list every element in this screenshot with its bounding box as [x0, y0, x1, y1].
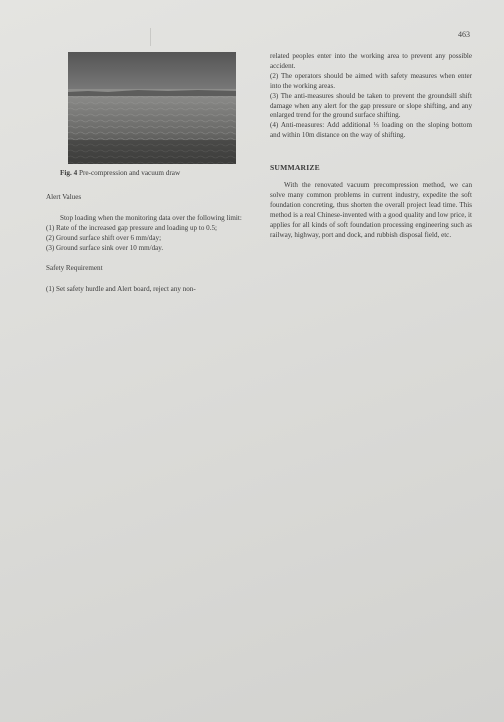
- alert-item-2: (2) Ground surface shift over 6 mm/day;: [46, 233, 162, 242]
- page-number: 463: [458, 30, 470, 39]
- figure-photo: [68, 52, 236, 164]
- figure-caption-text: Pre-compression and vacuum draw: [78, 169, 181, 177]
- safety-item-1: (1) Set safety hurdle and Alert board, reject any non-: [46, 285, 196, 294]
- summarize-heading: SUMMARIZE: [270, 163, 320, 173]
- page-crease: [150, 28, 151, 46]
- safety-item-1-continued: related peoples enter into the working area to prevent any possible accident.: [270, 52, 472, 70]
- figure-caption: [60, 169, 256, 179]
- alert-item-3: (3) Ground surface sink over 10 mm/day.: [46, 243, 164, 252]
- figure-label: Fig. 4: [60, 169, 78, 177]
- safety-item-2: (2) The operators should be aimed with safety measures when enter into the working areas.: [270, 71, 472, 90]
- left-column: [46, 52, 256, 295]
- alert-item-1: (1) Rate of the increased gap pressure and loading up to 0.5;: [46, 223, 217, 232]
- safety-requirement-heading: Safety Requirement: [46, 264, 103, 273]
- alert-intro: Stop loading when the monitoring data over the following limit:: [60, 213, 242, 222]
- right-column: [270, 52, 472, 241]
- alert-section: [46, 193, 256, 254]
- alert-values-heading: Alert Values: [46, 192, 82, 201]
- summarize-paragraph: With the renovated vacuum precompression method, we can solve many common problems in current industry, expedite the soft foundation concreting, thus shorten the overall project lead time. This method is a real Chinese-invented with a good quality and low price, it applies for all kinds of soft foundation processing engineering such as railway, highway, port and dock, and rubbish disposal field, etc.: [270, 181, 472, 239]
- safety-item-4: (4) Anti-measures: Add additional ⅓ loading on the sloping bottom and within 10m distance on the way of shifting.: [270, 121, 472, 140]
- safety-item-3: (3) The anti-measures should be taken to prevent the groundsill shift damage when any alert for the gap pressure or slope shifting, and any enlarged trend for the ground surface shifting.: [270, 91, 472, 120]
